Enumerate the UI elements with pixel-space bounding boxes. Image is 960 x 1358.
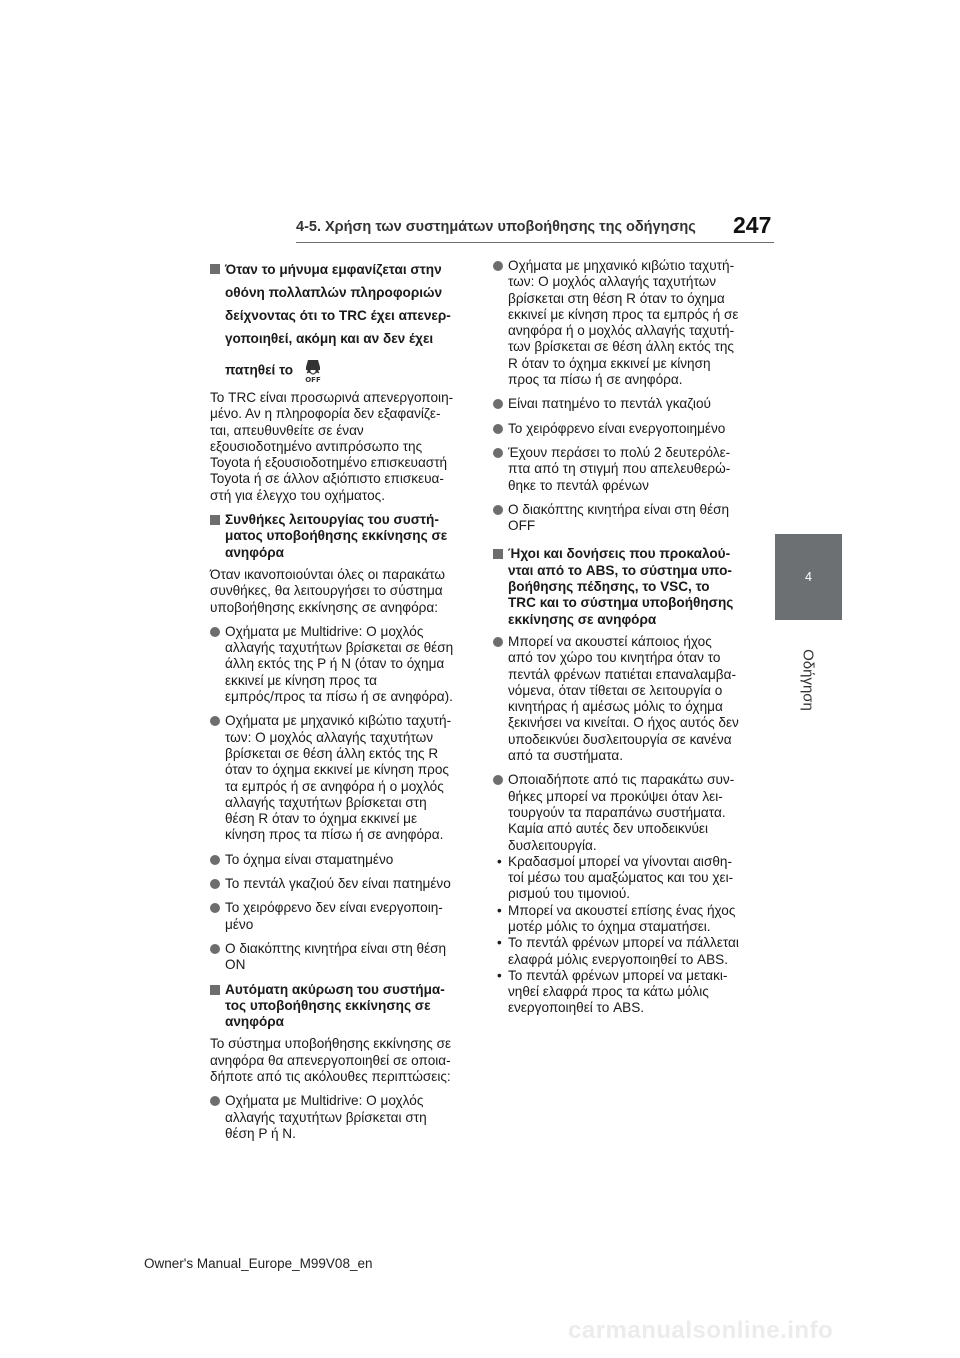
bullet-line: Ο διακόπτης κινητήρα είναι στη θέση — [508, 501, 730, 517]
bullet-line: OFF — [508, 518, 536, 534]
body-line: Όταν ικανοποιούνται όλες οι παρακάτω — [210, 566, 445, 582]
dash-line: ρισμού του τιμονιού. — [508, 886, 631, 902]
bullet-line: προς τα πίσω ή σε ανηφόρα. — [508, 372, 683, 388]
bullet-line: υποδεικνύει δυσλειτουργία σε κανένα — [508, 731, 732, 747]
body-line: μένο. Αν η πληροφορία δεν εξαφανίζε- — [210, 406, 441, 422]
bullet-icon — [210, 627, 220, 637]
bullet-line: Οχήματα με Multidrive: Ο μοχλός — [225, 623, 424, 639]
body-line: Toyota ή εξουσιοδοτημένο επισκευαστή — [210, 455, 448, 471]
bullet-line: κίνηση προς τα πίσω ή σε ανηφόρα. — [225, 827, 444, 843]
bullet-line: τα εμπρός ή σε ανηφόρα ή ο μοχλός — [225, 778, 444, 794]
list-item — [210, 852, 468, 868]
list-item — [493, 502, 755, 535]
section-marker-icon — [210, 985, 220, 995]
bullet-icon — [210, 944, 220, 954]
list-item — [210, 624, 468, 705]
bullet-line: Οποιαδήποτε από τις παρακάτω συν- — [508, 772, 735, 788]
header-divider — [296, 242, 774, 243]
bullet-line: Το χειρόφρενο είναι ενεργοποιημένο — [508, 420, 726, 436]
bullet-line: από τον χώρο του κινητήρα όταν το — [508, 650, 721, 666]
body-line: Το TRC είναι προσωρινά απενεργοποιη- — [210, 390, 454, 405]
trc-off-icon — [303, 358, 323, 384]
heading-line: TRC και το σύστημα υποβοήθησης — [508, 595, 734, 611]
bullet-line: εκκινεί με κίνηση προς τα — [225, 672, 377, 688]
dash-line: Κραδασμοί μπορεί να γίνονται αισθη- — [508, 853, 732, 869]
heading-line: Αυτόματη ακύρωση του συστήμα- — [225, 981, 445, 997]
bullet-line: Το όχημα είναι σταματημένο — [225, 851, 394, 867]
chapter-number: 4 — [805, 570, 812, 584]
chapter-label: Οδήγηση — [799, 649, 817, 711]
bullet-line: Καμία από αυτές δεν υποδεικνύει — [508, 821, 709, 837]
bullet-line: μένο — [225, 916, 254, 932]
bullet-line: βρίσκεται στη θέση R όταν το όχημα — [508, 290, 725, 306]
heading-line-text: πατηθεί το — [225, 362, 294, 378]
bullet-line: κινητήρας ή αμέσως μόλις το όχημα — [508, 699, 723, 715]
bullet-icon — [210, 855, 220, 865]
left-column — [210, 258, 468, 1150]
heading-line: ματος υποβοήθησης εκκίνησης σε — [225, 528, 448, 544]
list-item — [493, 634, 755, 764]
list-item — [493, 421, 755, 437]
bullet-icon — [493, 448, 503, 458]
section-marker-icon — [493, 549, 503, 559]
bullet-line: των: Ο μοχλός αλλαγής ταχυτήτων — [225, 729, 434, 745]
bullet-line: νόμενα, όταν τίθεται σε λειτουργία ο — [508, 682, 723, 698]
bullet-line: βρίσκεται σε θέση άλλη εκτός της R — [225, 745, 439, 761]
dash-line: Το πεντάλ φρένων μπορεί να μετακι- — [508, 967, 728, 983]
bullet-icon — [210, 1096, 220, 1106]
dash-item — [493, 903, 755, 936]
section-marker-icon — [210, 264, 220, 274]
bullet-icon — [493, 505, 503, 515]
list-item — [210, 1093, 468, 1142]
bullet-icon — [210, 903, 220, 913]
bullet-line: θήκες μπορεί να προκύψει όταν λει- — [508, 788, 723, 804]
heading-line — [225, 358, 468, 384]
bullet-line: των: Ο μοχλός αλλαγής ταχυτήτων — [508, 274, 717, 290]
bullet-line: πτα από τη στιγμή που απελευθερώ- — [508, 461, 731, 477]
dash-bullet-icon: • — [497, 967, 502, 983]
dash-line: Μπορεί να ακουστεί επίσης ένας ήχος — [508, 902, 736, 918]
list-item — [210, 876, 468, 892]
bullet-line: Το πεντάλ γκαζιού δεν είναι πατημένο — [225, 876, 451, 892]
bullet-line: εμπρός/προς τα πίσω ή σε ανηφόρα). — [225, 689, 453, 705]
bullet-line: αλλαγής ταχυτήτων βρίσκεται στη — [225, 794, 427, 810]
bullet-line: Οχήματα με μηχανικό κιβώτιο ταχυτή- — [225, 713, 452, 729]
body-line: ται, απευθυνθείτε σε έναν — [210, 422, 364, 438]
dash-line: νηθεί ελαφρά προς τα κάτω μόλις — [508, 984, 709, 1000]
list-item — [210, 941, 468, 974]
bullet-line: Ο διακόπτης κινητήρα είναι στη θέση — [225, 940, 447, 956]
body-line: δήποτε από τις ακόλουθες περιπτώσεις: — [210, 1068, 451, 1084]
heading-line: Ήχοι και δονήσεις που προκαλού- — [508, 546, 731, 562]
dash-line: μοτέρ μόλις το όχημα σταματήσει. — [508, 918, 711, 934]
bullet-line: από τα συστήματα. — [508, 748, 624, 764]
bullet-line: ξεκινήσει να κινείται. Ο ήχος αυτός δεν — [508, 715, 739, 731]
list-item — [493, 772, 755, 853]
list-item — [493, 396, 755, 412]
bullet-line: αλλαγής ταχυτήτων βρίσκεται σε θέση — [225, 640, 454, 656]
bullet-icon — [493, 261, 503, 271]
heading-line: Όταν το μήνυμα εμφανίζεται στην — [225, 262, 442, 277]
dash-item — [493, 935, 755, 968]
bullet-line: Είναι πατημένο το πεντάλ γκαζιού — [508, 396, 711, 412]
bullet-line: θέση R όταν το όχημα εκκινεί με — [225, 811, 418, 827]
bullet-line: άλλη εκτός της P ή N (όταν το όχημα — [225, 656, 445, 672]
watermark: carmanualsonline.info — [568, 1317, 834, 1344]
bullet-line: Έχουν περάσει το πολύ 2 δευτερόλε- — [508, 444, 731, 460]
bullet-icon — [493, 424, 503, 434]
section-heading-operating-conditions — [210, 512, 468, 561]
trc-paragraph — [210, 390, 468, 504]
bullet-line: R όταν το όχημα εκκινεί με κίνηση — [508, 355, 711, 371]
bullet-line: Οχήματα με μηχανικό κιβώτιο ταχυτή- — [508, 258, 735, 273]
page-number: 247 — [733, 212, 772, 238]
heading-line: τος υποβοήθησης εκκίνησης σε — [225, 997, 431, 1013]
bullet-line: αλλαγής ταχυτήτων βρίσκεται στη — [225, 1109, 427, 1125]
heading-line: νται από το ABS, το σύστημα υπο- — [508, 562, 732, 578]
body-line: Το σύστημα υποβοήθησης εκκίνησης σε — [210, 1036, 452, 1052]
heading-line: ανηφόρα — [225, 1014, 285, 1030]
section-heading-trc-message — [210, 258, 468, 384]
bullet-icon — [493, 399, 503, 409]
chapter-title: 4-5. Χρήση των συστημάτων υποβοήθησης της οδήγησης — [296, 219, 696, 235]
bullet-line: θηκε το πεντάλ φρένων — [508, 477, 649, 493]
body-line: εξουσιοδοτημένο αντιπρόσωπο της — [210, 438, 423, 454]
footer-text: Owner's Manual_Europe_M99V08_en — [144, 1256, 373, 1271]
bullet-line: Το χειρόφρενο δεν είναι ενεργοποιη- — [225, 900, 443, 916]
section-heading-sounds-vibrations — [493, 546, 755, 627]
bullet-icon — [493, 775, 503, 785]
auto-cancel-paragraph — [210, 1036, 468, 1085]
list-item — [493, 258, 755, 388]
heading-line: δείχνοντας ότι το TRC έχει απενερ- — [225, 308, 451, 323]
bullet-line: Οχήματα με Multidrive: Ο μοχλός — [225, 1093, 424, 1109]
heading-line: εκκίνησης σε ανηφόρα — [508, 611, 657, 627]
bullet-line: ανηφόρα ή ο μοχλός αλλαγής ταχυτή- — [508, 323, 735, 339]
bullet-icon — [493, 637, 503, 647]
dash-bullet-icon: • — [497, 935, 502, 951]
heading-line: ανηφόρα — [225, 544, 285, 560]
bullet-line: θέση P ή N. — [225, 1125, 296, 1141]
dash-bullet-icon: • — [497, 853, 502, 869]
body-line: Toyota ή σε άλλον αξιόπιστο επισκευα- — [210, 471, 444, 487]
bullet-line: εκκινεί με κίνηση προς τα εμπρός ή σε — [508, 306, 739, 322]
body-line: υποβοήθησης εκκίνησης σε ανηφόρα: — [210, 599, 439, 615]
list-item — [493, 445, 755, 494]
dash-item — [493, 968, 755, 1017]
heading-line: γοποιηθεί, ακόμη και αν δεν έχει — [225, 331, 434, 346]
bullet-line: πεντάλ φρένων πατιέται επαναλαμβα- — [508, 666, 737, 682]
bullet-line: Μπορεί να ακουστεί κάποιος ήχος — [508, 633, 712, 649]
dash-line: τοί μέσω του αμαξώματος και του χει- — [508, 870, 734, 886]
conditions-paragraph — [210, 567, 468, 616]
chapter-tab — [775, 534, 842, 620]
list-item — [210, 900, 468, 933]
dash-line: ελαφρά μόλις ενεργοποιηθεί το ABS. — [508, 951, 729, 967]
svg-text:OFF: OFF — [305, 376, 321, 384]
bullet-line: δυσλειτουργία. — [508, 837, 597, 853]
list-item — [210, 713, 468, 843]
bullet-icon — [210, 879, 220, 889]
dash-bullet-icon: • — [497, 902, 502, 918]
bullet-line: των βρίσκεται σε θέση άλλη εκτός της — [508, 339, 734, 355]
section-heading-auto-cancel — [210, 982, 468, 1031]
section-marker-icon — [210, 515, 220, 525]
dash-line: ενεργοποιηθεί το ABS. — [508, 1000, 645, 1016]
right-column — [493, 258, 755, 1017]
heading-line: βοήθησης πέδησης, το VSC, το — [508, 579, 710, 595]
body-line: ανηφόρα θα απενεργοποιηθεί σε οποια- — [210, 1052, 451, 1068]
bullet-line: ON — [225, 957, 246, 973]
bullet-line: τουργούν τα παραπάνω συστήματα. — [508, 804, 726, 820]
dash-item — [493, 854, 755, 903]
heading-line: Συνθήκες λειτουργίας του συστή- — [225, 512, 439, 528]
body-line: στή για έλεγχο του οχήματος. — [210, 487, 385, 503]
heading-line: οθόνη πολλαπλών πληροφοριών — [225, 285, 443, 300]
bullet-line: όταν το όχημα εκκινεί με κίνηση προς — [225, 762, 449, 778]
body-line: συνθήκες, θα λειτουργήσει το σύστημα — [210, 583, 443, 599]
bullet-icon — [210, 716, 220, 726]
dash-line: Το πεντάλ φρένων μπορεί να πάλλεται — [508, 935, 739, 951]
